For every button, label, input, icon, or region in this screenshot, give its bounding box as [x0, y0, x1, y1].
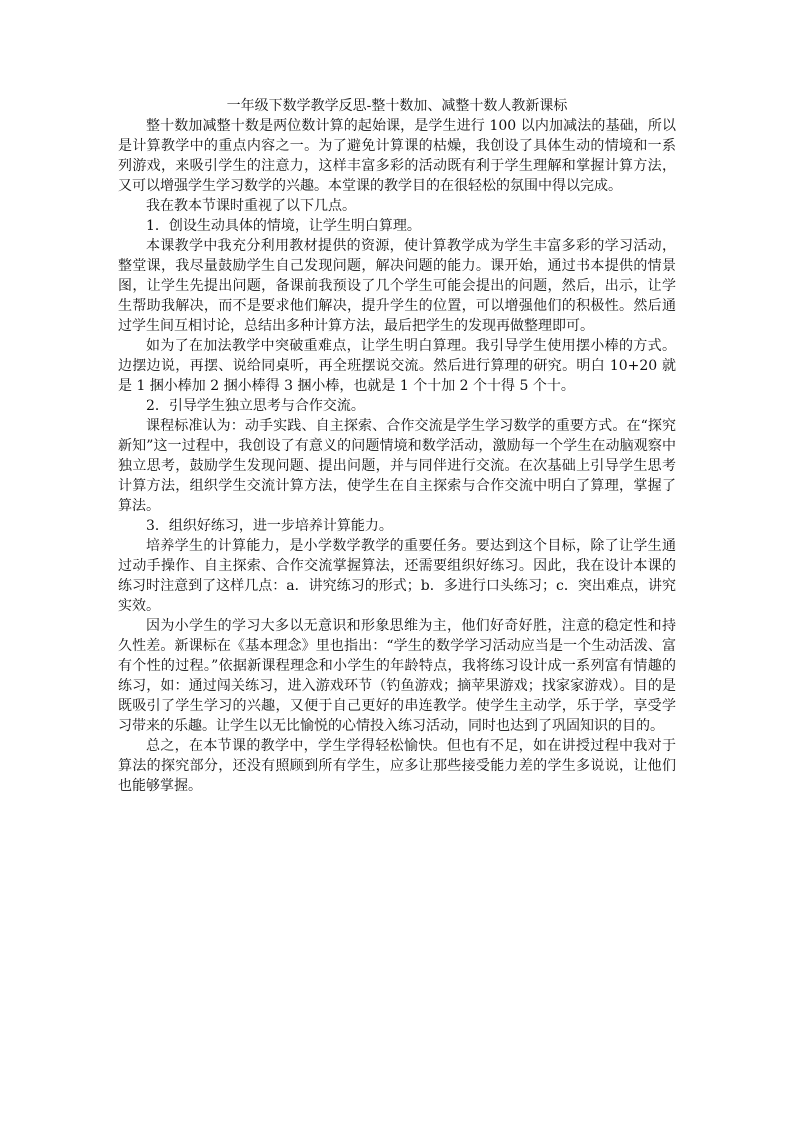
paragraph-point-3-detail: 因为小学生的学习大多以无意识和形象思维为主，他们好奇好胜，注意的稳定性和持久性差。新课标在《基本理念》里也指出：“学生的数学学习活动应当是一个生动活泼、富有个性的过程。”依据新课程理念和小学生的年龄特点，我将练习设计成一系列富有情趣的练习，如：通过闯关练习，进入游戏环节（钓鱼游戏；摘苹果游戏；找家家游戏）。目的是既吸引了学生学习的兴趣，又便于自己更好的串连教学。使学生主动学，乐于学，享受学习带来的乐趣。让学生以无比愉悦的心情投入练习活动，同时也达到了巩固知识的目的。 — [118, 618, 676, 734]
paragraph-point-1-body: 本课教学中我充分利用教材提供的资源，使计算教学成为学生丰富多彩的学习活动，整堂课，我尽量鼓励学生自己发现问题，解决问题的能力。课开始，通过书本提供的情景图，让学生先提出问题，备课前我预设了几个学生可能会提出的问题，然后，出示，让学生帮助我解决，而不是要求他们解决，提升学生的位置，可以增强他们的积极性。然后通过学生间互相讨论，总结出多种计算方法，最后把学生的发现再做整理即可。 — [118, 238, 676, 334]
document-page — [118, 96, 676, 796]
heading-point-2: 2．引导学生独立思考与合作交流。 — [146, 398, 365, 414]
paragraph-conclusion: 总之，在本节课的教学中，学生学得轻松愉快。但也有不足，如在讲授过程中我对于算法的探究部分，还没有照顾到所有学生，应多让那些接受能力差的学生多说说，让他们也能够掌握。 — [118, 738, 676, 794]
paragraph-point-2-body: 课程标准认为：动手实践、自主探索、合作交流是学生学习数学的重要方式。在“探究新知”这一过程中，我创设了有意义的问题情境和数学活动，激励每一个学生在动脑观察中独立思考，鼓励学生发现问题、提出问题，并与同伴进行交流。在次基础上引导学生思考计算方法，组织学生交流计算方法，使学生在自主探索与合作交流中明白了算理，掌握了算法。 — [118, 418, 676, 514]
paragraph-intro: 整十数加减整十数是两位数计算的起始课，是学生进行 100 以内加减法的基础，所以是计算教学中的重点内容之一。为了避免计算课的枯燥，我创设了具体生动的情境和一系列游戏，来吸引学生的注意力，这样丰富多彩的活动既有利于学生理解和掌握计算方法，又可以增强学生学习数学的兴趣。本堂课的教学目的在很轻松的氛围中得以完成。 — [118, 118, 676, 194]
paragraph-point-3-body: 培养学生的计算能力，是小学数学教学的重要任务。要达到这个目标，除了让学生通过动手操作、自主探索、合作交流掌握算法，还需要组织好练习。因此，我在设计本课的练习时注意到了这样几点：a．讲究练习的形式；b．多进行口头练习；c．突出难点，讲究实效。 — [118, 538, 676, 614]
document-title: 一年级下数学教学反思-整十数加、减整十数人教新课标 — [226, 98, 568, 114]
heading-point-3: 3．组织好练习，进一步培养计算能力。 — [146, 518, 393, 534]
heading-point-1: 1．创设生动具体的情境，让学生明白算理。 — [146, 218, 421, 234]
paragraph-overview: 我在教本节课时重视了以下几点。 — [146, 198, 356, 214]
paragraph-point-1-example: 如为了在加法教学中突破重难点，让学生明白算理。我引导学生使用摆小棒的方式。边摆边说，再摆、说给同桌听，再全班摆说交流。然后进行算理的研究。明白 10+20 就是 1 捆小棒加 2 捆小棒得 3 捆小棒，也就是 1 个十加 2 个十得 5 个十。 — [118, 338, 676, 394]
